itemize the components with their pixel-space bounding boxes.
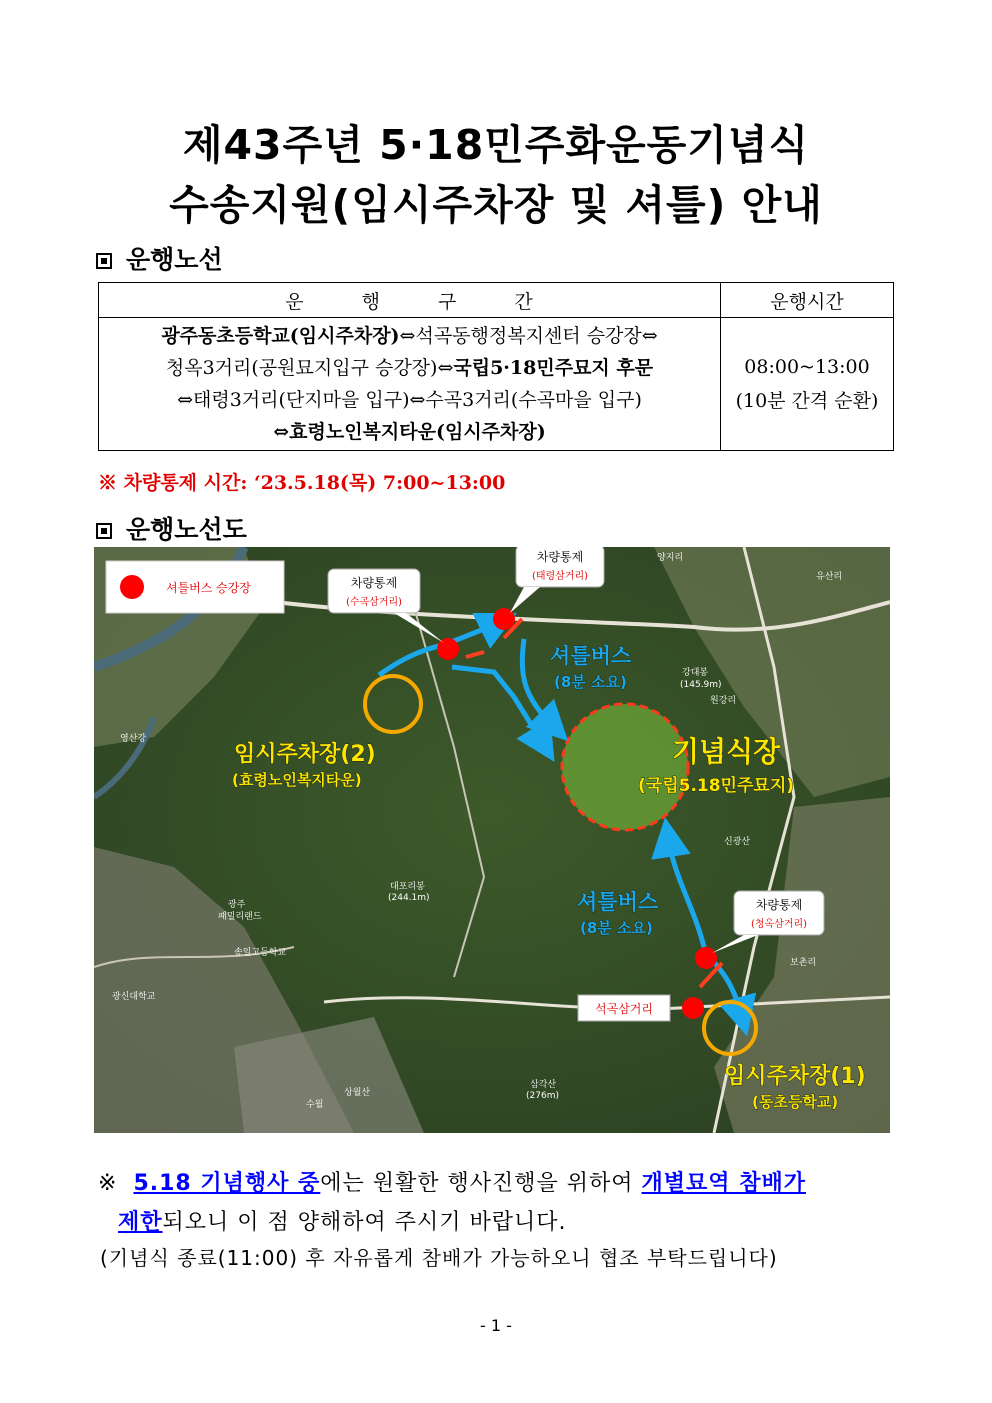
shuttle-duration-south: (8분 소요) (580, 919, 653, 937)
place-daeporibong-h: (244.1m) (388, 893, 430, 903)
notice-mark: ※ (98, 1171, 118, 1196)
place-sangwolsan: 상월산 (344, 1088, 371, 1098)
parking1-label: 임시주차장(1) (724, 1064, 866, 1089)
place-yusan: 유산리 (816, 572, 843, 582)
legend-label: 셔틀버스 승강장 (166, 581, 251, 595)
section-map-label: 운행노선도 (126, 515, 247, 544)
place-family: 패밀리랜드 (218, 912, 262, 922)
route-line2-a: 청옥3거리(공원묘지입구 승강장)⇔ (165, 357, 454, 379)
notice-visit-restricted: 개별묘역 참배가 (641, 1171, 806, 1196)
callout-seokgok (578, 995, 670, 1021)
header-section: 운행구간 (99, 283, 721, 318)
place-suwol: 수월 (306, 1100, 324, 1110)
route-table (98, 282, 894, 451)
place-gwangsin: 광신대학교 (112, 992, 156, 1002)
parking2-label: 임시주차장(2) (234, 742, 376, 767)
svg-text:(청옥삼거리): (청옥삼거리) (750, 919, 808, 930)
route-line2-b: 국립5·18민주묘지 후문 (453, 357, 654, 379)
svg-text:석곡삼거리: 석곡삼거리 (595, 1002, 653, 1016)
shuttle-duration-north: (8분 소요) (554, 673, 627, 691)
place-gwangju: 광주 (228, 900, 246, 910)
notice-restricted: 제한 (118, 1210, 163, 1235)
notice-line3: (기념식 종료(11:00) 후 자유롭게 참배가 가능하오니 협조 부탁드립니다) (100, 1246, 778, 1270)
page-title-line2: 수송지원(임시주차장 및 셔틀) 안내 (169, 181, 823, 229)
venue-area (562, 704, 688, 830)
place-songil: 송일고등학교 (234, 948, 287, 958)
stop-seokgok (682, 997, 704, 1019)
section-route (96, 240, 223, 276)
square-bullet-icon (96, 523, 112, 539)
venue-label: 기념식장 (672, 735, 781, 768)
section-route-label: 운행노선 (126, 245, 223, 274)
square-bullet-icon (96, 253, 112, 269)
place-wongang: 원강리 (710, 696, 737, 706)
place-sinsan: 신광산 (724, 837, 751, 847)
route-map (94, 547, 890, 1133)
place-gangdae-h: (145.9m) (680, 680, 722, 690)
place-gangdae: 강대봉 (682, 668, 709, 678)
legend-stop-icon (120, 575, 144, 599)
place-yangji: 양지리 (657, 553, 684, 563)
route-interval: (10분 간격 순환) (735, 390, 879, 412)
notice-line1 (98, 1166, 806, 1197)
place-samgak-h: (276m) (526, 1091, 559, 1101)
route-line1-a: 광주동초등학교(임시주차장) (161, 325, 400, 347)
route-line1-b: ⇔석곡동행정복지센터 승강장⇔ (399, 325, 658, 347)
place-daeporibong: 대포리봉 (390, 882, 425, 892)
stop-cheongok (695, 947, 717, 969)
route-time: 08:00~13:00 (744, 356, 870, 378)
stop-suggok (437, 638, 459, 660)
shuttle-label-north: 셔틀버스 (550, 644, 632, 668)
route-description (99, 318, 721, 451)
svg-text:차량통제: 차량통제 (350, 576, 398, 590)
svg-text:(수곡삼거리): (수곡삼거리) (345, 597, 403, 608)
page-number: - 1 - (480, 1316, 512, 1335)
route-line3: ⇔태령3거리(단지마을 입구)⇔수곡3거리(수곡마을 입구) (177, 389, 642, 411)
section-map (96, 510, 247, 546)
traffic-notice: ※ 차량통제 시간: ‘23.5.18(목) 7:00~13:00 (98, 472, 506, 494)
shuttle-label-south: 셔틀버스 (577, 890, 659, 914)
svg-text:차량통제: 차량통제 (536, 550, 584, 564)
route-line4: ⇔효령노인복지타운(임시주차장) (273, 421, 546, 443)
place-samgak: 삼각산 (530, 1080, 557, 1090)
svg-text:차량통제: 차량통제 (755, 898, 803, 912)
svg-text:(태령삼거리): (태령삼거리) (531, 571, 589, 582)
page-title-line1: 제43주년 5·18민주화운동기념식 (182, 121, 810, 169)
place-borl: 보촌리 (790, 958, 817, 968)
venue-sublabel: (국립5.18민주묘지) (638, 776, 795, 796)
parking2-sublabel: (효령노인복지타운) (232, 771, 362, 789)
notice-text-b: 되오니 이 점 양해하여 주시기 바랍니다. (162, 1210, 567, 1235)
notice-text-a: 에는 원활한 행사진행을 위하여 (320, 1171, 642, 1196)
header-time: 운행시간 (721, 283, 894, 318)
notice-line2 (118, 1205, 567, 1236)
route-time-cell (721, 318, 894, 451)
notice-event-during: 5.18 기념행사 중 (133, 1171, 321, 1196)
place-yeongsan: 영산강 (120, 734, 147, 744)
parking1-sublabel: (동초등학교) (752, 1093, 839, 1111)
